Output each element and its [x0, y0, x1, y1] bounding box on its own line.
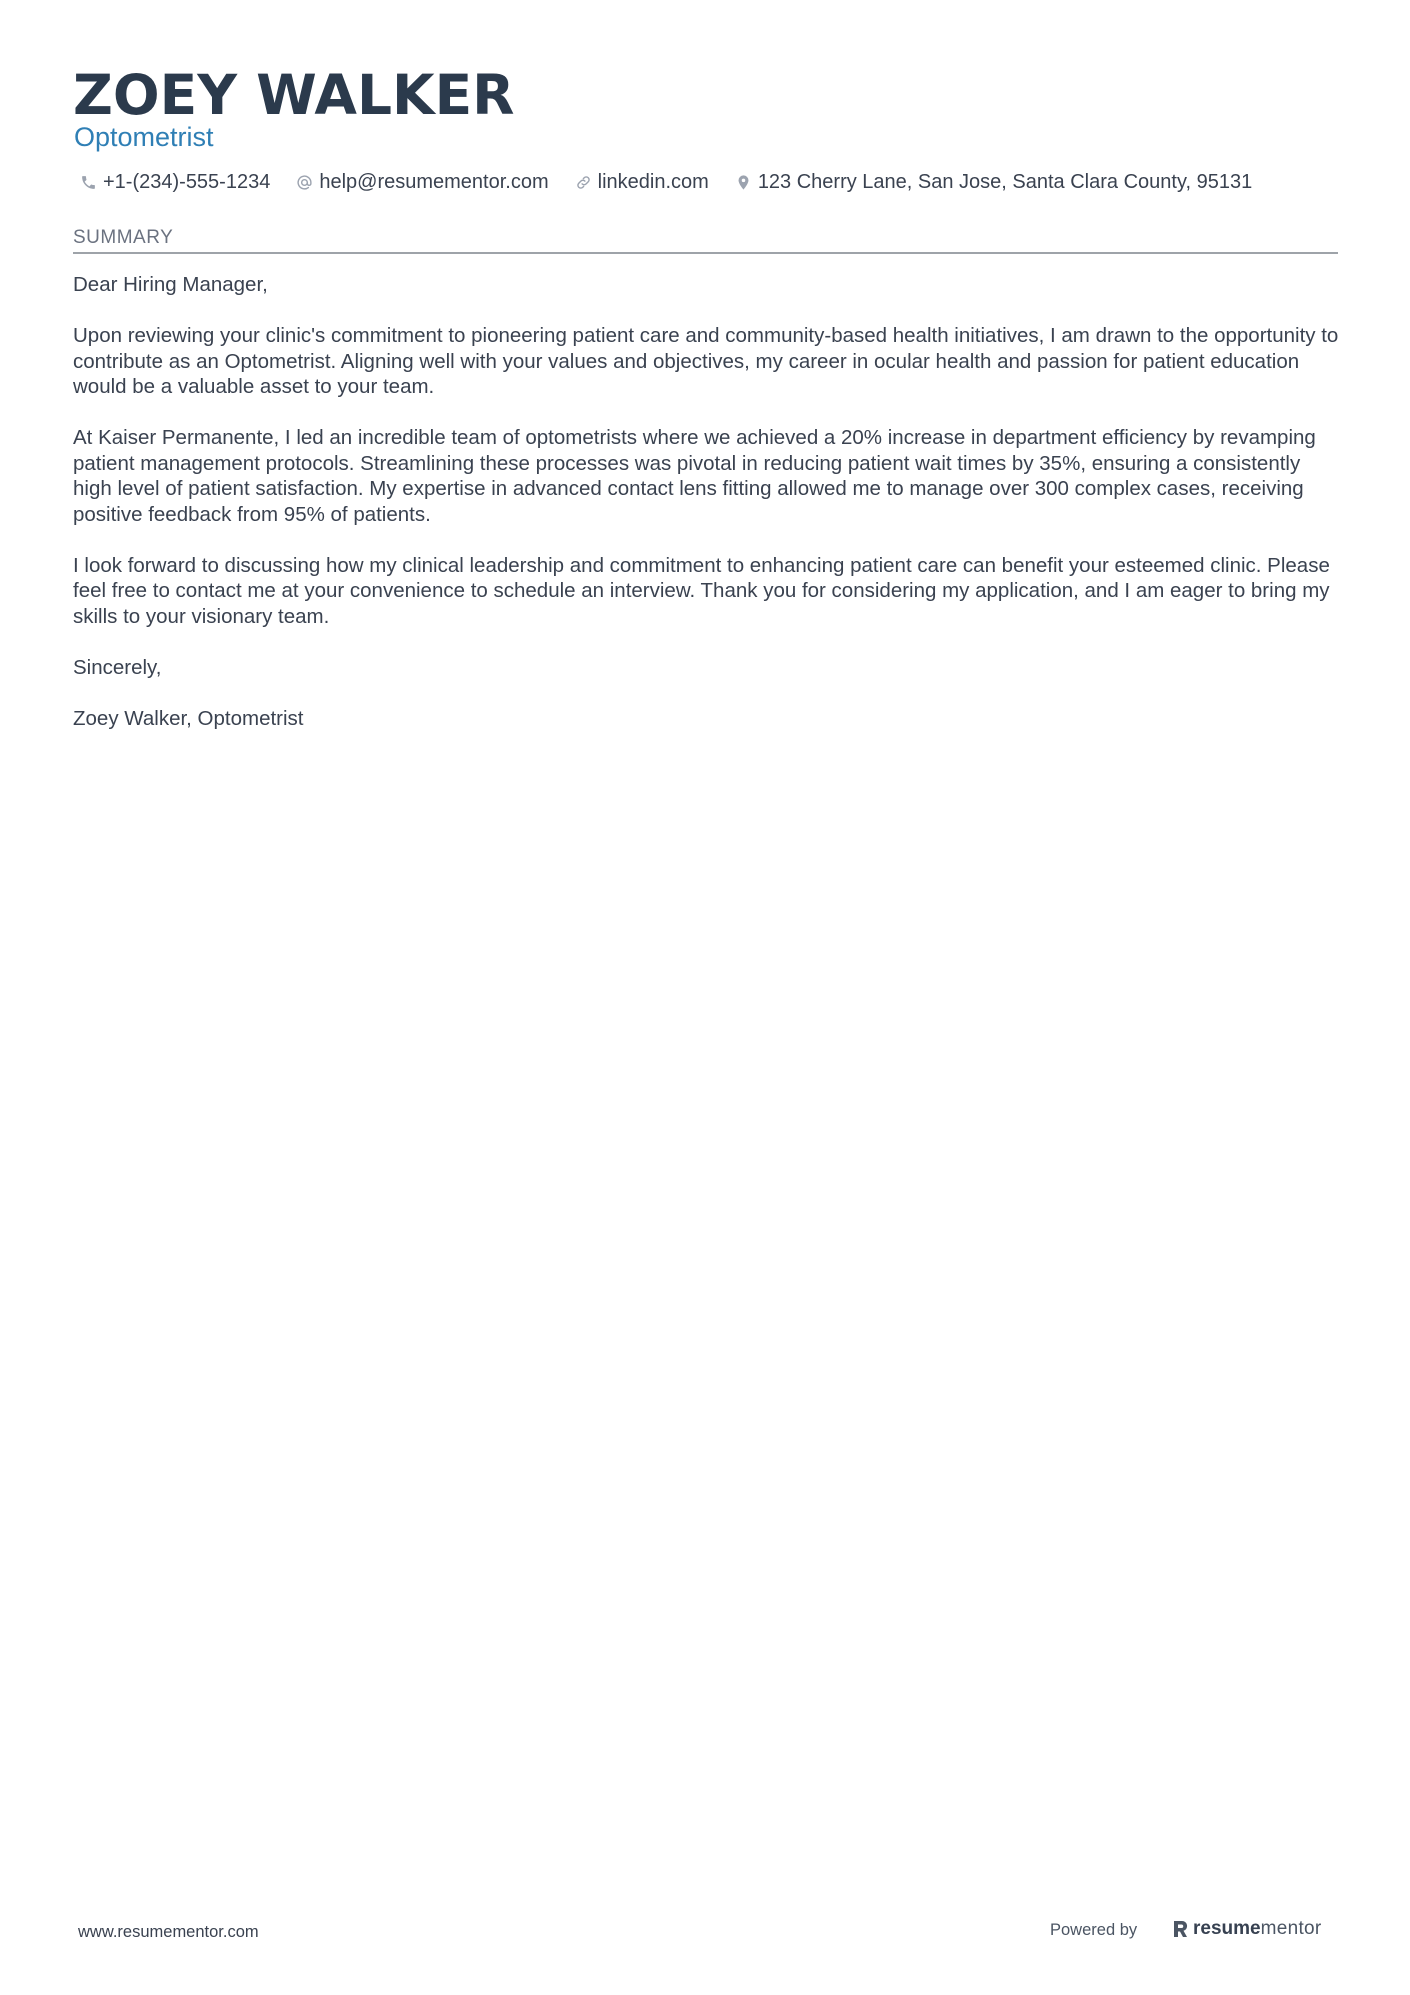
letter-paragraph-1: Upon reviewing your clinic's commitment to pioneering patient care and community-based health initiatives, I am drawn to the opportunity to contribute as an Optometrist. Aligning well with your values and objectives, my career in ocular health and passion for patient education would be a valuable asset to your team.	[73, 324, 1339, 398]
contact-email-text: help@resumementor.com	[319, 170, 549, 193]
contact-linkedin[interactable]	[575, 171, 709, 194]
logo-word-mentor: mentor	[1260, 1918, 1322, 1939]
cover-letter-body	[73, 272, 1343, 757]
signature: Zoey Walker, Optometrist	[73, 706, 304, 730]
location-pin-icon	[735, 174, 752, 191]
contact-linkedin-text: linkedin.com	[597, 170, 709, 193]
contact-phone-text: +1-(234)-555-1234	[103, 170, 271, 193]
candidate-name: ZOEY WALKER	[73, 63, 515, 127]
candidate-title: Optometrist	[74, 122, 214, 152]
letter-paragraph-3: I look forward to discussing how my clinical leadership and commitment to enhancing patient care can benefit your esteemed clinic. Please feel free to contact me at your convenience to schedule an interview. Thank you for considering my application, and I am eager to bring my skills to your visionary team.	[73, 553, 1330, 628]
logo-word-resume: resume	[1193, 1918, 1261, 1939]
contact-phone[interactable]	[80, 171, 270, 194]
footer-website-link[interactable]: www.resumementor.com	[78, 1923, 259, 1941]
contact-address	[735, 171, 1252, 194]
section-divider	[73, 252, 1338, 254]
at-icon	[296, 174, 313, 191]
contact-email[interactable]	[296, 171, 548, 194]
letter-paragraph-2: At Kaiser Permanente, I led an incredible team of optometrists where we achieved a 20% increase in department efficiency by revamping patient management protocols. Streamlining these processes was pivotal in reducing patient wait times by 35%, ensuring a consistently high level of patient satisfaction. My expertise in advanced contact lens fitting allowed me to manage over 300 complex cases, receiving positive feedback from 95% of patients.	[73, 426, 1316, 526]
contact-address-text: 123 Cherry Lane, San Jose, Santa Clara County, 95131	[757, 170, 1253, 193]
contact-bar	[80, 166, 1278, 198]
closing: Sincerely,	[73, 655, 162, 679]
phone-icon	[80, 174, 97, 191]
resumementor-logo-icon	[1172, 1919, 1189, 1939]
salutation: Dear Hiring Manager,	[73, 273, 268, 296]
link-icon	[575, 174, 592, 191]
resumementor-logo[interactable]	[1172, 1916, 1322, 1942]
summary-heading: SUMMARY	[73, 227, 174, 248]
powered-by-label: Powered by	[1050, 1921, 1138, 1939]
